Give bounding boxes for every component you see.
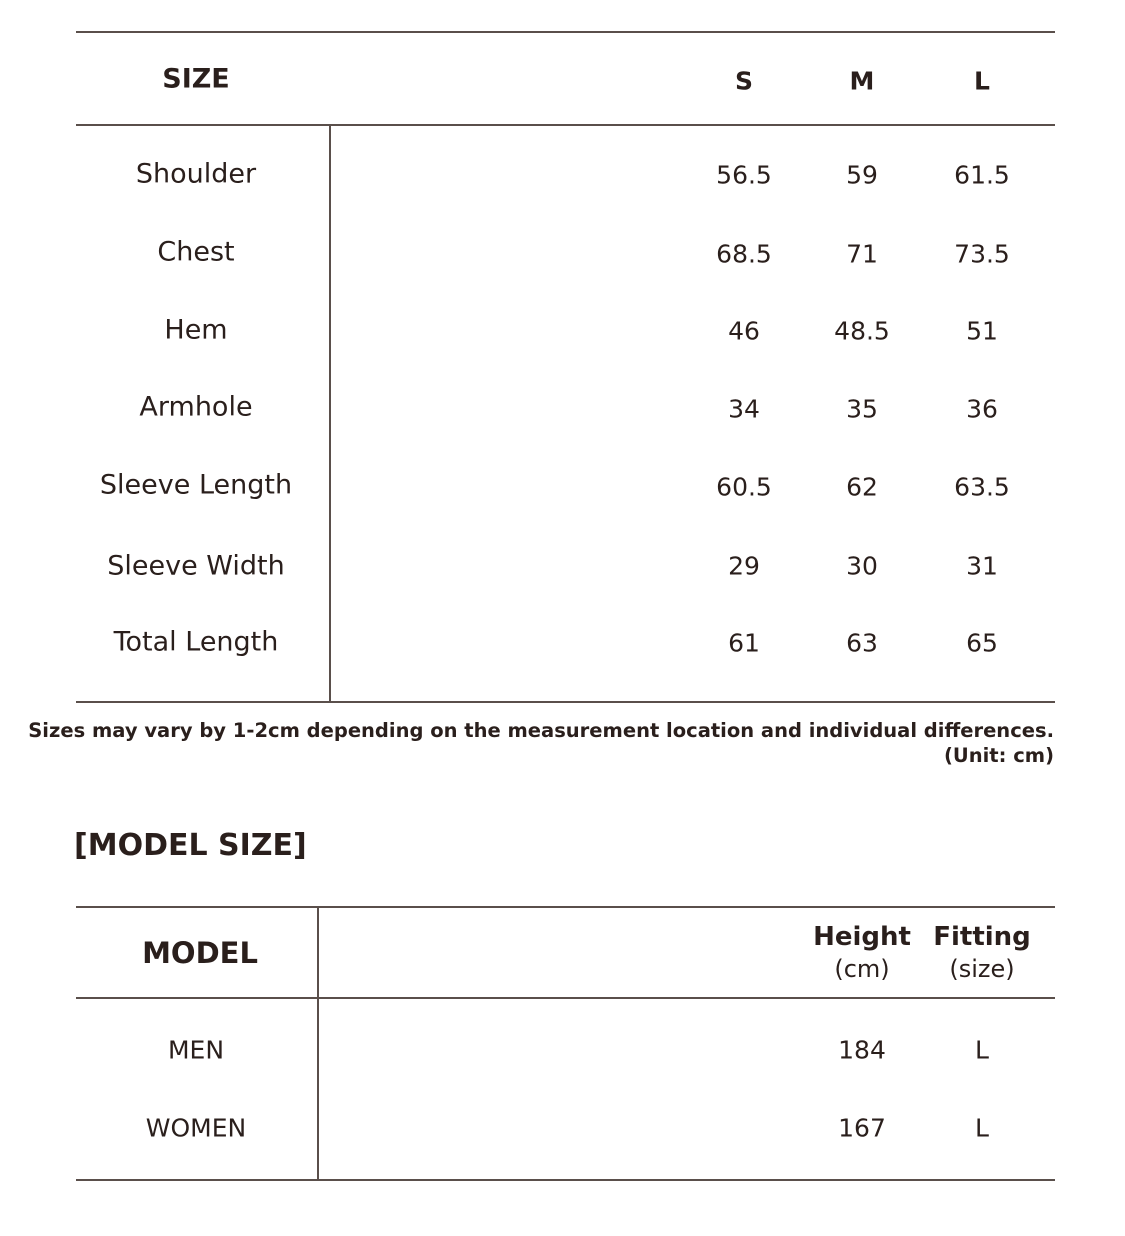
value-sleeve-length-s: 60.5 — [716, 472, 772, 502]
height-header — [813, 921, 911, 985]
model-table-top-rule — [76, 906, 1055, 908]
table-column-divider — [329, 124, 331, 702]
table-header-rule — [76, 124, 1055, 126]
value-total-length-s: 61 — [728, 628, 760, 658]
value-shoulder-m: 59 — [846, 160, 878, 190]
row-label-sleeve-width: Sleeve Width — [107, 550, 285, 582]
value-shoulder-s: 56.5 — [716, 160, 772, 190]
fitting-women: L — [975, 1113, 989, 1143]
size-header-s: S — [734, 66, 754, 96]
row-label-hem: Hem — [164, 314, 228, 346]
size-header-m: M — [849, 66, 875, 96]
model-table-bottom-rule — [76, 1179, 1055, 1181]
table-top-rule — [76, 31, 1055, 33]
value-chest-l: 73.5 — [954, 239, 1010, 269]
height-men: 184 — [838, 1035, 886, 1065]
size-header-label: SIZE — [162, 63, 230, 95]
fitting-header — [933, 921, 1031, 985]
fitting-header-title: Fitting — [933, 922, 1031, 952]
model-header-label: MODEL — [142, 936, 258, 970]
model-table-column-divider — [317, 906, 319, 1180]
row-label-shoulder: Shoulder — [135, 158, 257, 190]
measurement-note: Sizes may vary by 1-2cm depending on the measurement location and individual differences. — [28, 719, 1054, 742]
model-label-women: WOMEN — [145, 1113, 247, 1143]
fitting-header-unit: (size) — [949, 955, 1015, 983]
row-label-sleeve-length: Sleeve Length — [99, 469, 293, 501]
value-total-length-m: 63 — [846, 628, 878, 658]
value-shoulder-l: 61.5 — [954, 160, 1010, 190]
row-label-total-length: Total Length — [113, 626, 279, 658]
unit-note: (Unit: cm) — [943, 744, 1054, 767]
size-header-l: L — [974, 66, 990, 96]
value-chest-s: 68.5 — [716, 239, 772, 269]
height-women: 167 — [838, 1113, 886, 1143]
value-total-length-l: 65 — [966, 628, 998, 658]
row-label-chest: Chest — [157, 236, 235, 268]
value-armhole-s: 34 — [728, 394, 760, 424]
value-chest-m: 71 — [846, 239, 878, 269]
value-hem-l: 51 — [966, 316, 998, 346]
value-sleeve-width-s: 29 — [728, 551, 760, 581]
model-size-title: [MODEL SIZE] — [74, 828, 307, 863]
value-armhole-m: 35 — [846, 394, 878, 424]
value-sleeve-width-m: 30 — [846, 551, 878, 581]
table-bottom-rule — [76, 701, 1055, 703]
value-sleeve-length-l: 63.5 — [954, 472, 1010, 502]
height-header-unit: (cm) — [834, 955, 890, 983]
height-header-title: Height — [813, 922, 911, 952]
fitting-men: L — [975, 1035, 989, 1065]
value-sleeve-width-l: 31 — [966, 551, 998, 581]
model-table-header-rule — [76, 997, 1055, 999]
value-hem-s: 46 — [728, 316, 760, 346]
row-label-armhole: Armhole — [139, 391, 253, 423]
value-sleeve-length-m: 62 — [846, 472, 878, 502]
value-hem-m: 48.5 — [834, 316, 890, 346]
value-armhole-l: 36 — [966, 394, 998, 424]
model-label-men: MEN — [167, 1035, 225, 1065]
